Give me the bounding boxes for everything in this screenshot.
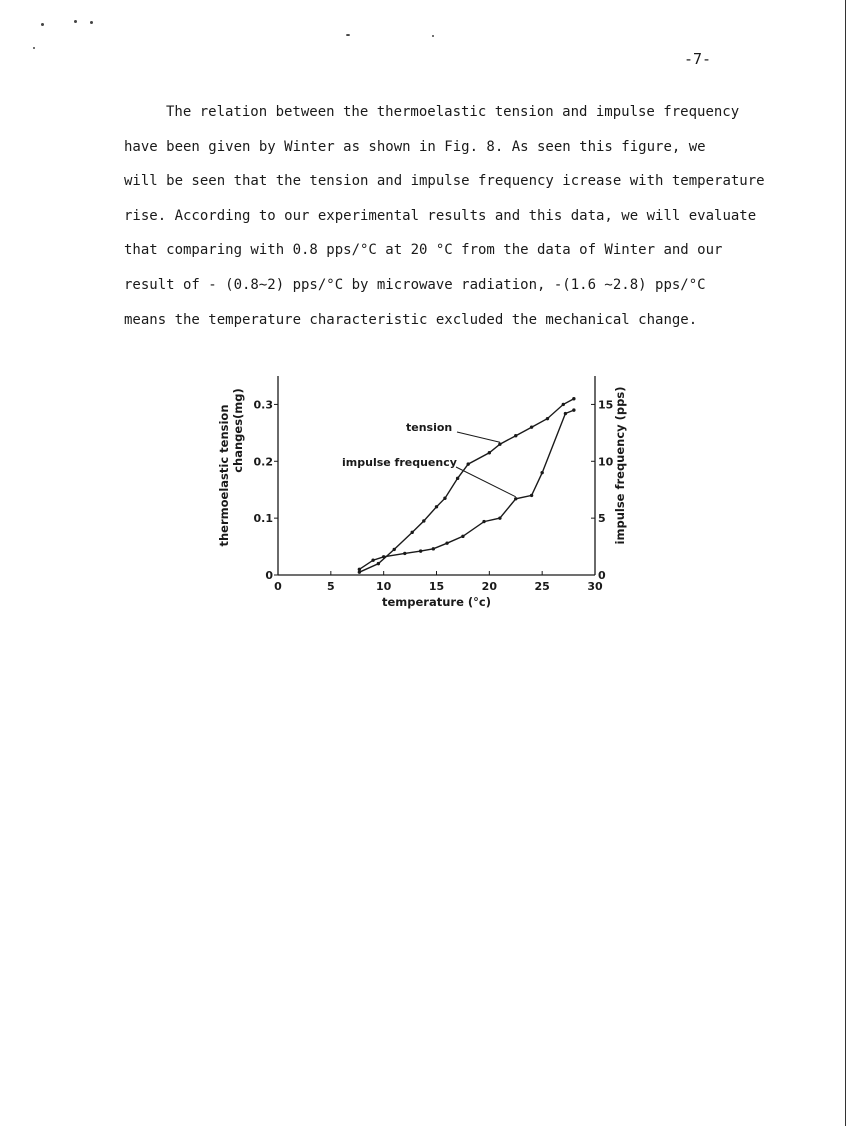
paragraph-line: result of - (0.8∼2) pps/°C by microwave radiation, -(1.6 ∼2.8) pps/°C [124, 276, 706, 293]
left-y-tick-label: 0 [265, 569, 273, 582]
figure-8 [200, 360, 660, 630]
annotation-tension-leader [457, 432, 500, 442]
left-y-axis-title-line2: changes(mg) [231, 388, 245, 473]
data-point [358, 568, 361, 571]
right-y-tick-label: 0 [598, 569, 606, 582]
scan-speck [33, 47, 35, 49]
data-point [435, 505, 438, 508]
right-y-tick-label: 5 [598, 512, 606, 526]
data-point [422, 519, 425, 522]
scan-speck [346, 34, 350, 36]
annotation-impulse-frequency: impulse frequency [342, 456, 457, 469]
data-point [382, 555, 385, 558]
body-paragraph [124, 97, 764, 339]
data-point [540, 471, 543, 474]
axes-layer [274, 376, 595, 575]
left-y-tick-label: 0.1 [253, 512, 273, 526]
left-y-tick-label: 0.3 [253, 398, 273, 412]
data-point [530, 425, 533, 428]
data-point [432, 547, 435, 550]
x-tick-label: 15 [428, 580, 445, 593]
data-point [419, 549, 422, 552]
x-tick-label: 5 [327, 580, 335, 593]
data-point [530, 494, 533, 497]
data-point [498, 443, 501, 446]
data-point [371, 559, 374, 562]
data-point [572, 408, 575, 411]
data-point [488, 451, 491, 454]
left-y-tick-label: 0.2 [253, 455, 273, 469]
data-point [482, 520, 485, 523]
x-tick-label: 25 [534, 580, 550, 593]
scan-speck [41, 23, 44, 26]
paragraph-line: will be seen that the tension and impulse frequency icrease with temperature [124, 173, 765, 190]
scan-speck [90, 21, 93, 24]
left-y-axis-title: thermoelastic tension [217, 404, 231, 547]
data-point [514, 497, 517, 500]
paragraph-line: The relation between the thermoelastic tension and impulse frequency [166, 104, 740, 120]
dual-axis-line-chart [200, 360, 660, 630]
data-point [572, 397, 575, 400]
paragraph-line: have been given by Winter as shown in Fig. 8. As seen this figure, we [124, 138, 706, 155]
data-point [410, 531, 413, 534]
x-tick-label: 20 [481, 580, 497, 593]
x-tick-label: 30 [587, 580, 603, 593]
scan-speck [432, 35, 434, 37]
paragraph-line: rise. According to our experimental results and this data, we will evaluate [124, 207, 757, 224]
series-line-tension [359, 399, 574, 573]
data-point [467, 462, 470, 465]
data-point [498, 516, 501, 519]
data-point [456, 477, 459, 480]
annotation-tension: tension [406, 421, 453, 434]
data-point [461, 535, 464, 538]
data-point [443, 497, 446, 500]
x-tick-label: 0 [274, 580, 282, 593]
annotation-impulse-leader [456, 467, 516, 497]
right-y-axis-title: impulse frequency (pps) [613, 386, 627, 545]
data-point [377, 562, 380, 565]
x-axis-title: temperature (°c) [382, 595, 491, 609]
data-point [514, 434, 517, 437]
series-layer [358, 397, 576, 574]
right-y-tick-label: 10 [598, 455, 614, 469]
paragraph-line: means the temperature characteristic excluded the mechanical change. [124, 311, 698, 328]
right-y-tick-label: 15 [598, 398, 614, 412]
data-point [564, 412, 567, 415]
data-point [562, 403, 565, 406]
page-number: -7- [684, 50, 712, 68]
data-point [393, 548, 396, 551]
paragraph-line: that comparing with 0.8 pps/°C at 20 °C from the data of Winter and our [124, 242, 723, 259]
data-point [403, 552, 406, 555]
x-tick-label: 10 [376, 580, 392, 593]
scan-speck [74, 20, 77, 23]
data-point [546, 417, 549, 420]
data-point [445, 541, 448, 544]
